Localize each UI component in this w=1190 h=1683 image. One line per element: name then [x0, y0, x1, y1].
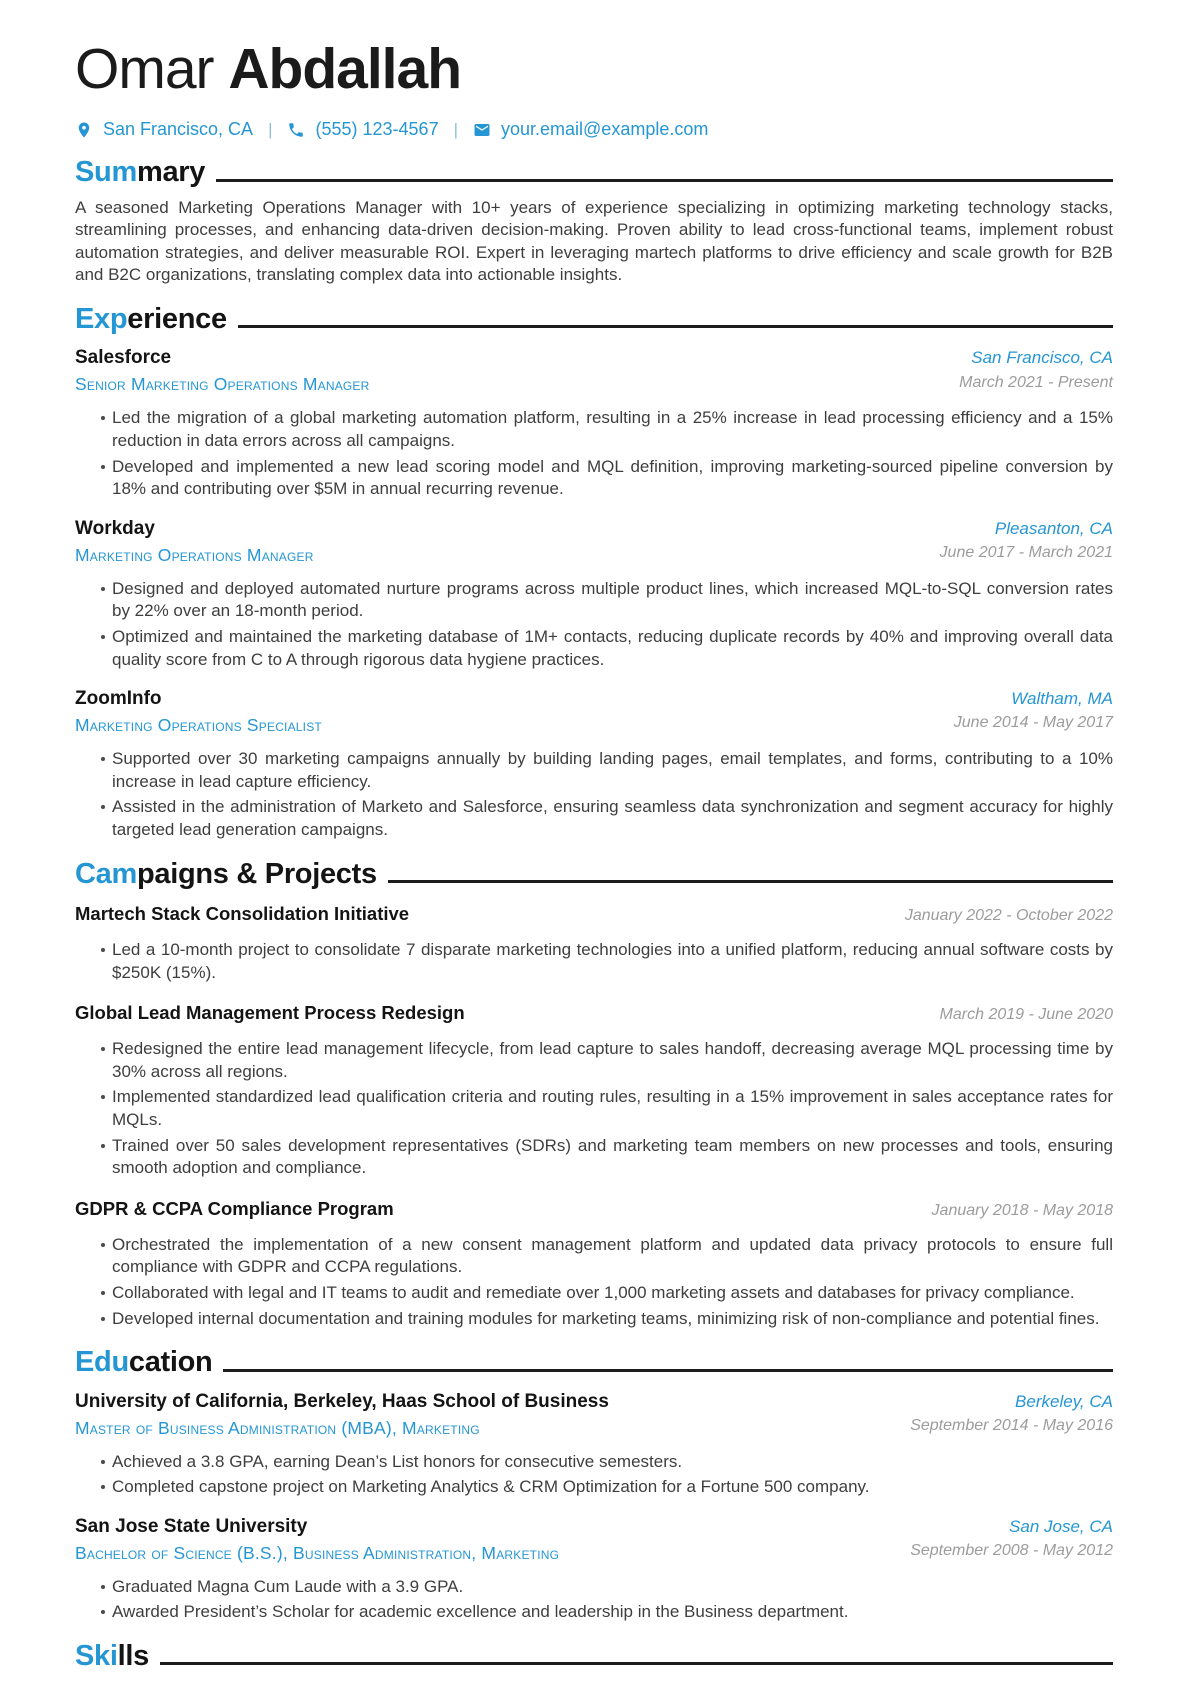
section-projects: [75, 859, 1113, 1331]
job-dates: June 2014 - May 2017: [953, 714, 1113, 732]
project-entry: [75, 1197, 1113, 1330]
entry-header: [75, 1391, 1113, 1438]
school-name: University of California, Berkeley, Haas School of Business: [75, 1390, 609, 1412]
school-dates: September 2008 - May 2012: [910, 1542, 1113, 1560]
education-title: [75, 1347, 212, 1377]
school-name: San Jose State University: [75, 1515, 308, 1537]
bullet-list: [75, 1451, 1113, 1499]
entry-header: [75, 1001, 1113, 1025]
job-location: Pleasanton, CA: [994, 518, 1113, 538]
contact-email: your.email@example.com: [501, 119, 709, 140]
contact-row: [75, 119, 1113, 140]
project-dates: January 2022 - October 2022: [904, 906, 1113, 924]
experience-title: [75, 304, 227, 334]
school-location: San Jose, CA: [1009, 1516, 1113, 1536]
section-summary: [75, 157, 1113, 287]
bullet-item: Redesigned the entire lead management lifecycle, from lead capture to sales handoff, decreasing average MQL processing time by 30% across all regions.: [75, 1038, 1113, 1083]
job-dates: June 2017 - March 2021: [939, 544, 1113, 562]
contact-separator: |: [453, 119, 458, 139]
bullet-list: [75, 578, 1113, 671]
job-location: San Francisco, CA: [971, 348, 1113, 368]
experience-entry: [75, 347, 1113, 500]
bullet-item: Led the migration of a global marketing automation platform, resulting in a 25% increase in lead processing efficiency and a 15% reduction in data errors across all campaigns.: [75, 407, 1113, 452]
summary-title: [75, 157, 205, 187]
project-dates: January 2018 - May 2018: [931, 1201, 1113, 1219]
entry-header: [75, 688, 1113, 735]
education-title-accent: Edu: [75, 1346, 129, 1379]
projects-title: [75, 859, 377, 889]
experience-entry: [75, 518, 1113, 671]
project-name: Global Lead Management Process Redesign: [75, 1002, 465, 1024]
heading-rule: [238, 325, 1113, 328]
school-dates: September 2014 - May 2016: [910, 1416, 1113, 1434]
education-entry: [75, 1516, 1113, 1624]
bullet-list: [75, 939, 1113, 984]
bullet-item: Designed and deployed automated nurture programs across multiple product lines, which increased MQL-to-SQL conversion rates by 22% over an 18-month period.: [75, 578, 1113, 623]
skills-heading: [75, 1641, 1113, 1671]
bullet-list: [75, 1038, 1113, 1180]
bullet-item: Supported over 30 marketing campaigns annually by building landing pages, email templates, and forms, contributing to a 10% increase in lead capture efficiency.: [75, 748, 1113, 793]
contact-separator: |: [268, 119, 273, 139]
experience-title-accent: Exp: [75, 303, 128, 335]
header: [75, 37, 1113, 140]
skills-title-accent: Ski: [75, 1639, 118, 1672]
skills-title: [75, 1641, 149, 1671]
bullet-item: Achieved a 3.8 GPA, earning Dean’s List honors for consecutive semesters.: [75, 1451, 1113, 1474]
summary-title-rest: mary: [136, 156, 206, 189]
job-title: Marketing Operations Specialist: [75, 714, 322, 735]
contact-location: San Francisco, CA: [103, 119, 254, 140]
bullet-item: Orchestrated the implementation of a new consent management platform and updated data privacy protocols to ensure full compliance with GDPR and CCPA regulations.: [75, 1234, 1113, 1279]
education-title-rest: cation: [128, 1346, 213, 1379]
company-name: ZoomInfo: [75, 688, 162, 710]
last-name: Abdallah: [228, 37, 462, 101]
experience-title-rest: erience: [127, 303, 227, 335]
bullet-item: Led a 10-month project to consolidate 7 disparate marketing technologies into a unified platform, reducing annual software costs by $250K (15%).: [75, 939, 1113, 984]
job-location: Waltham, MA: [1011, 689, 1113, 709]
entry-header: [75, 902, 1113, 926]
bullet-list: [75, 407, 1113, 500]
bullet-item: Trained over 50 sales development representatives (SDRs) and marketing team members on new processes and tools, ensuring smooth adoption and compliance.: [75, 1135, 1113, 1180]
bullet-item: Implemented standardized lead qualification criteria and routing rules, resulting in a 15% improvement in sales acceptance rates for MQLs.: [75, 1086, 1113, 1131]
section-skills: [75, 1641, 1113, 1671]
project-name: GDPR & CCPA Compliance Program: [75, 1197, 394, 1219]
summary-title-accent: Sum: [75, 156, 137, 189]
phone-icon: [287, 121, 305, 139]
company-name: Workday: [75, 517, 155, 539]
projects-heading: [75, 859, 1113, 889]
contact-phone-item: [287, 119, 438, 140]
job-dates: March 2021 - Present: [959, 373, 1113, 391]
projects-title-rest: paigns & Projects: [136, 857, 377, 890]
bullet-list: [75, 748, 1113, 841]
page-title: [75, 37, 1113, 101]
entry-header: [75, 1516, 1113, 1563]
skills-title-rest: lls: [117, 1639, 149, 1672]
section-education: [75, 1347, 1113, 1624]
bullet-item: Developed internal documentation and training modules for marketing teams, minimizing risk of non-compliance and potential fines.: [75, 1308, 1113, 1331]
contact-location-item: [75, 119, 253, 140]
heading-rule: [223, 1369, 1113, 1372]
company-name: Salesforce: [75, 347, 172, 369]
bullet-list: [75, 1576, 1113, 1624]
project-entry: [75, 1001, 1113, 1180]
degree-title: Bachelor of Science (B.S.), Business Administration, Marketing: [75, 1542, 560, 1563]
bullet-item: Awarded President’s Scholar for academic excellence and leadership in the Business department.: [75, 1601, 1113, 1624]
entry-header: [75, 1197, 1113, 1221]
heading-rule: [216, 179, 1113, 182]
bullet-item: Assisted in the administration of Marketo and Salesforce, ensuring seamless data synchronization and segment accuracy for highly targeted lead generation campaigns.: [75, 796, 1113, 841]
bullet-list: [75, 1234, 1113, 1330]
summary-paragraph: A seasoned Marketing Operations Manager with 10+ years of experience specializing in optimizing marketing technology stacks, streamlining processes, and enhancing data-driven decision-making. Proven ability to lead cross-functional teams, implement robust automation strategies, and deliver measurable ROI. Expert in leveraging martech platforms to drive efficiency and scale growth for B2B and B2C organizations, translating complex data into actionable insights.: [75, 197, 1113, 285]
section-experience: [75, 304, 1113, 842]
bullet-item: Developed and implemented a new lead scoring model and MQL definition, improving marketing-sourced pipeline conversion by 18% and contributing over $5M in annual recurring revenue.: [75, 456, 1113, 501]
first-name: Omar: [75, 37, 214, 101]
location-pin-icon: [75, 121, 93, 139]
bullet-item: Collaborated with legal and IT teams to audit and remediate over 1,000 marketing assets and databases for privacy compliance.: [75, 1282, 1113, 1305]
school-location: Berkeley, CA: [1015, 1391, 1113, 1411]
education-heading: [75, 1347, 1113, 1377]
heading-rule: [160, 1662, 1113, 1665]
project-entry: [75, 902, 1113, 984]
experience-heading: [75, 304, 1113, 334]
entry-header: [75, 347, 1113, 394]
bullet-item: Completed capstone project on Marketing Analytics & CRM Optimization for a Fortune 500 company.: [75, 1476, 1113, 1499]
experience-entry: [75, 688, 1113, 841]
heading-rule: [388, 880, 1113, 883]
job-title: Marketing Operations Manager: [75, 544, 314, 565]
entry-header: [75, 518, 1113, 565]
summary-heading: [75, 157, 1113, 187]
project-name: Martech Stack Consolidation Initiative: [75, 902, 410, 924]
degree-title: Master of Business Administration (MBA), Marketing: [75, 1417, 480, 1438]
bullet-item: Optimized and maintained the marketing database of 1M+ contacts, reducing duplicate records by 40% and improving overall data quality score from C to A through rigorous data hygiene practices.: [75, 626, 1113, 671]
project-dates: March 2019 - June 2020: [939, 1006, 1113, 1024]
job-title: Senior Marketing Operations Manager: [75, 374, 370, 395]
bullet-item: Graduated Magna Cum Laude with a 3.9 GPA.: [75, 1576, 1113, 1599]
contact-phone: (555) 123-4567: [315, 119, 439, 140]
education-entry: [75, 1391, 1113, 1499]
projects-title-accent: Cam: [75, 857, 137, 890]
email-envelope-icon: [473, 121, 491, 139]
contact-email-item: [473, 119, 708, 140]
